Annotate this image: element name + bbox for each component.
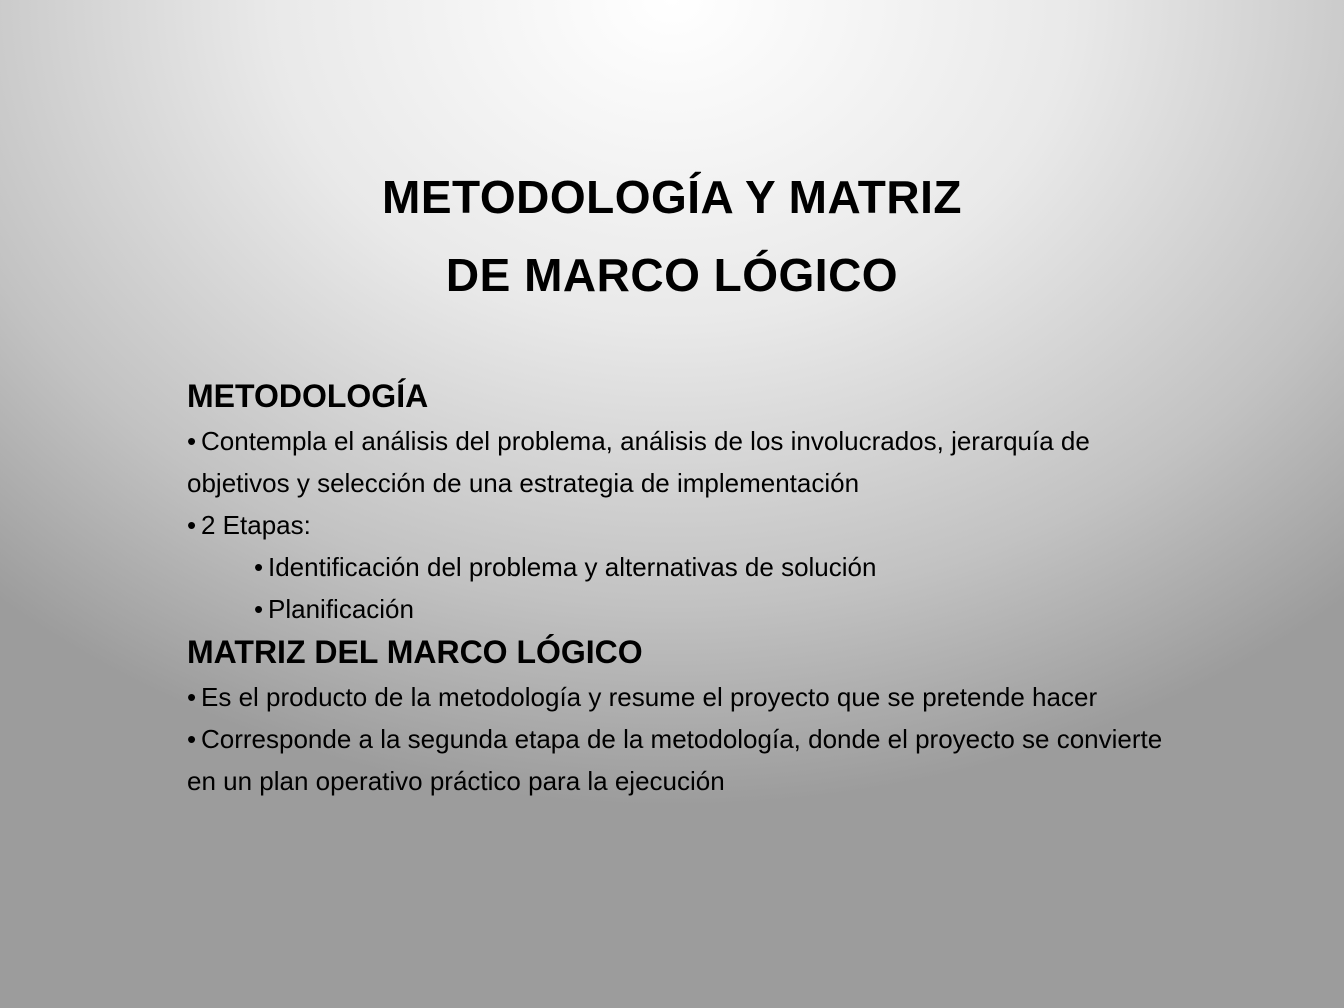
bullet-text: Identificación del problema y alternativas de solución <box>268 552 877 582</box>
slide-title <box>0 158 1344 314</box>
section-heading-matriz: MATRIZ DEL MARCO LÓGICO <box>187 634 643 670</box>
section-heading-metodologia: METODOLOGÍA <box>187 378 429 414</box>
bullet-item <box>187 420 1187 504</box>
bullet-icon: • <box>187 724 197 754</box>
bullet-icon: • <box>187 682 197 712</box>
bullet-icon: • <box>254 594 264 624</box>
sub-bullet-item <box>187 588 1187 630</box>
bullet-text: Es el producto de la metodología y resume el proyecto que se pretende hacer <box>201 682 1098 712</box>
bullet-text: Planificación <box>268 594 414 624</box>
bullet-item <box>187 676 1187 718</box>
title-line-1: METODOLOGÍA Y MATRIZ <box>382 171 962 223</box>
bullet-item <box>187 718 1187 802</box>
title-line-2: DE MARCO LÓGICO <box>445 249 899 301</box>
bullet-text: Corresponde a la segunda etapa de la metodología, donde el proyecto se convierte en un plan operativo práctico para la ejecución <box>187 724 1163 796</box>
bullet-icon: • <box>187 510 197 540</box>
bullet-item <box>187 504 1187 546</box>
sub-bullet-item <box>187 546 1187 588</box>
slide-content <box>187 372 1187 802</box>
bullet-text: 2 Etapas: <box>201 510 311 540</box>
bullet-icon: • <box>254 552 264 582</box>
bullet-icon: • <box>187 426 197 456</box>
bullet-text: Contempla el análisis del problema, análisis de los involucrados, jerarquía de objetivos y selección de una estrategia de implementación <box>187 426 1090 498</box>
